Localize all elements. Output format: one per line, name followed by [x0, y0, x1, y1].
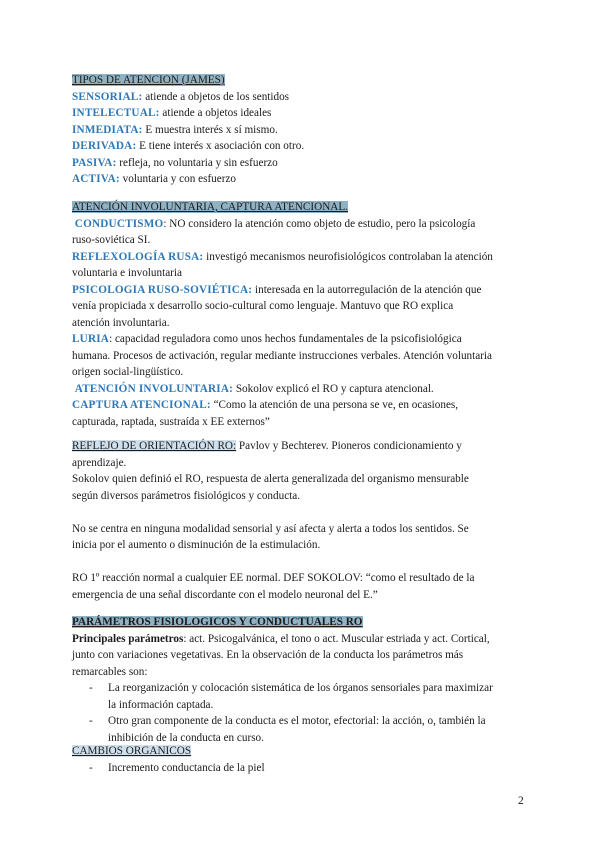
list-item: DERIVADA: E tiene interés x asociación con otro.: [72, 140, 305, 152]
page-number: 2: [518, 795, 524, 807]
list-item: - Incremento conductancia de la piel: [89, 761, 265, 774]
paragraph-captura: CAPTURA ATENCIONAL: “Como la atención de una persona se ve, en ocasiones,: [72, 399, 459, 411]
heading-reflejo-orientacion: REFLEJO DE ORIENTACIÓN RO:: [72, 440, 237, 452]
list-item: INMEDIATA: E muestra interés x sí mismo.: [72, 123, 278, 136]
list-item: - La reorganización y colocación sistemática de los órganos sensoriales para maximizar la información captada.: [89, 682, 493, 711]
list-item: PASIVA: refleja, no voluntaria y sin esfuerzo: [72, 156, 278, 169]
paragraph-psicologia: PSICOLOGIA RUSO-SOVIÉTICA: interesada en la autorregulación de la atención que: [72, 283, 482, 296]
list-item: ACTIVA: voluntaria y con esfuerzo: [72, 173, 237, 185]
paragraph-conductismo: CONDUCTISMO: NO considero la atención como objeto de estudio, pero la psicología: [74, 217, 476, 230]
section-reflejo-orientacion: REFLEJO DE ORIENTACIÓN RO: Pavlov y Bechterev. Pioneros condicionamiento y aprendizaje. Sokolov quien definió el RO, respuesta de alerta generalizada del organismo mensurable según diversos parámetros fisiológicos y conducta. No se centra en ninguna modalidad sensorial y así afecta y alerta a todos los sentidos. Se inicia por el aumento o disminución de la estimulación. RO 1º reacción normal a cualquier EE normal. DEF SOKOLOV: “como el resultado de la emergencia de una señal discordante con el modelo neuronal del E.”: [72, 440, 475, 601]
list-item: - Otro gran componente de la conducta es el motor, efectorial: la acción, o, también la inhibición de la conducta en curso.: [89, 715, 486, 744]
section-parametros: PARÁMETROS FISIOLOGICOS Y CONDUCTUALES RO Principales parámetros: act. Psicogalvánica, el tono o act. Muscular estriada y act. Cortical, junto con variaciones vegetativas. En la observación de la conducta los parámetros más remarcables son: - La reorganización y colocación sistemática de los órganos sensoriales para maximizar la información captada. - Otro gran componente de la conducta es el motor, efectorial: la acción, o, también la inhibición de la conducta en curso.: [72, 614, 532, 746]
heading-cambios-organicos: CAMBIOS ORGANICOS: [72, 745, 192, 757]
paragraph-reflexologia: REFLEXOLOGÍA RUSA: investigó mecanismos neurofisiológicos controlaban la atención: [72, 250, 493, 263]
list-item: INTELECTUAL: atiende a objetos ideales: [72, 107, 272, 119]
paragraph-atencion-involuntaria: ATENCIÓN INVOLUNTARIA: Sokolov explicó el RO y captura atencional.: [74, 382, 434, 395]
section-cambios-organicos: [72, 743, 532, 776]
heading-parametros: PARÁMETROS FISIOLOGICOS Y CONDUCTUALES RO: [72, 616, 363, 628]
section-atencion-involuntaria: ATENCIÓN INVOLUNTARIA, CAPTURA ATENCIONAL. CONDUCTISMO: NO considero la atención como objeto de estudio, pero la psicología ruso-soviética SI. REFLEXOLOGÍA RUSA: investigó mecanismos neurofisiológicos controlaban la atención voluntaria e involuntaria PSICOLOGIA RUSO-SOVIÉTICA: interesada en la autorregulación de la atención que venía propiciada x desarrollo socio-cultural como lenguaje. Mantuvo que RO explica atención involuntaria. LURIA: capacidad reguladora como unos hechos fundamentales de la psicofisiológica humana. Procesos de activación, regular mediante instrucciones verbales. Atención voluntaria origen social-lingüístico. ATENCIÓN INVOLUNTARIA: Sokolov explicó el RO y captura atencional. CAPTURA ATENCIONAL: “Como la atención de una persona se ve, en ocasiones, capturada, raptada, sustraída x EE externos”: [72, 199, 532, 430]
paragraph-luria: LURIA: capacidad reguladora como unos hechos fundamentales de la psicofisiológica: [72, 333, 462, 345]
list-item: SENSORIAL: atiende a objetos de los sentidos: [72, 90, 290, 103]
section-tipos-atencion: [72, 72, 532, 188]
heading-tipos-atencion: TIPOS DE ATENCION (JAMES): [72, 74, 225, 86]
heading-atencion-involuntaria: ATENCIÓN INVOLUNTARIA, CAPTURA ATENCIONAL.: [72, 201, 348, 213]
